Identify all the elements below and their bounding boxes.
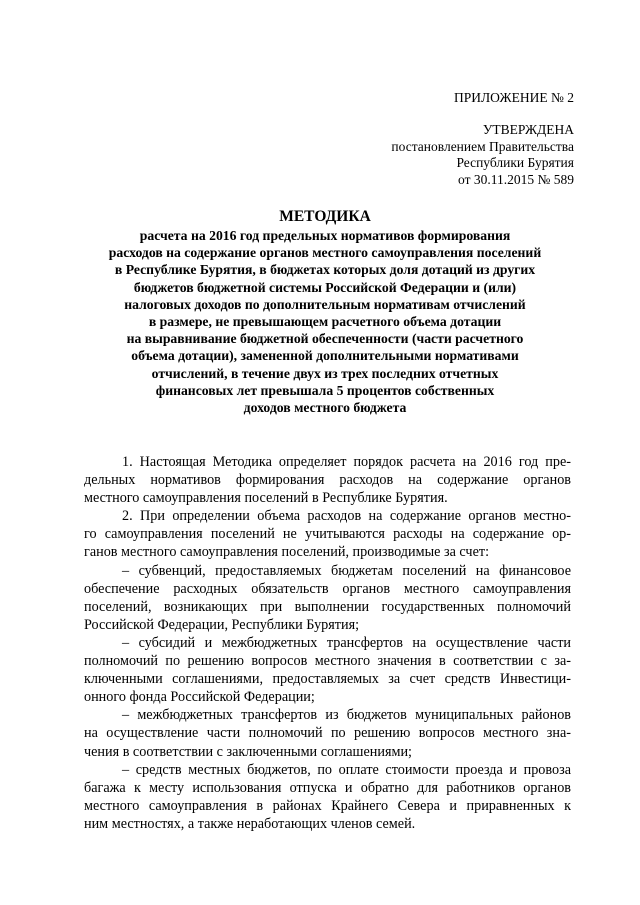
body-line: местного самоуправления поселений в Республике Бурятия. [84,490,448,507]
body-line: багажа к месту использования отпуска и обратно для работников органов [84,779,571,796]
subtitle-line: объема дотации), замененной дополнительными нормативами [131,348,519,364]
subtitle-line: финансовых лет превышала 5 процентов собственных [155,382,495,398]
body-line: на осуществление части полномочий по решению вопросов местного зна- [84,725,571,742]
body-line: 2. При определении объема расходов на содержание органов местно- [122,508,571,525]
subtitle-line: доходов местного бюджета [243,400,407,416]
body-line: поселений, возникающих при выполнении государственных полномочий [84,598,571,615]
body-line: местного самоуправления в районах Крайнего Севера и приравненных к [84,797,571,814]
appendix-label: ПРИЛОЖЕНИЕ № 2 [453,90,574,105]
body-line: Российской Федерации, Республики Бурятия; [84,616,360,633]
body-line: ключенными соглашениями, предоставляемых за счет средств Инвестици- [84,671,571,688]
body-line: дельных нормативов формирования расходов на содержание органов [84,472,571,489]
body-line: – субсидий и межбюджетных трансфертов на осуществление части [122,634,571,651]
approval-line: УТВЕРЖДЕНА [482,122,574,137]
subtitle-line: отчислений, в течение двух из трех последних отчетных [151,365,499,381]
approval-line: Республики Бурятия [456,155,574,170]
subtitle-line: в Республике Бурятия, в бюджетах которых доля дотаций из других [114,262,536,278]
document-title: МЕТОДИКА [279,208,371,225]
approval-line: постановлением Правительства [391,138,574,154]
subtitle-line: расчета на 2016 год предельных нормативов формирования [139,228,511,243]
body-line: го самоуправления поселений не учитываются расходы на содержание ор- [84,526,571,543]
subtitle-line: в размере, не превышающем расчетного объема дотации [148,314,502,330]
body-line: – межбюджетных трансфертов из бюджетов муниципальных районов [122,707,571,724]
body-line: полномочий по решению вопросов местного значения в соответствии с за- [84,653,571,670]
document-body [84,453,571,833]
subtitle-line: бюджетов бюджетной системы Российской Федерации и (или) [133,279,517,295]
body-line: чения в соответствии с заключенными соглашениями; [84,743,413,760]
subtitle-line: налоговых доходов по дополнительным нормативам отчислений [124,296,526,312]
body-line: ним местностях, а также неработающих членов семей. [84,815,416,832]
body-line: 1. Настоящая Методика определяет порядок расчета на 2016 год пре- [122,454,571,470]
approval-date: от 30.11.2015 № 589 [458,171,574,187]
body-line: онного фонда Российской Федерации; [84,689,315,706]
document-subtitle [80,227,570,416]
subtitle-line: расходов на содержание органов местного самоуправления поселений [108,245,542,261]
subtitle-line: на выравнивание бюджетной обеспеченности (части расчетного [126,331,524,347]
body-line: ганов местного самоуправления поселений, производимые за счет: [84,544,490,561]
approval-stamp [391,122,574,188]
body-line: обеспечение расходных обязательств органов местного самоуправления [84,580,571,597]
body-line: – субвенций, предоставляемых бюджетам поселений на финансовое [122,562,571,579]
body-line: – средств местных бюджетов, по оплате стоимости проезда и провоза [122,761,571,778]
document-title-block [80,207,570,416]
